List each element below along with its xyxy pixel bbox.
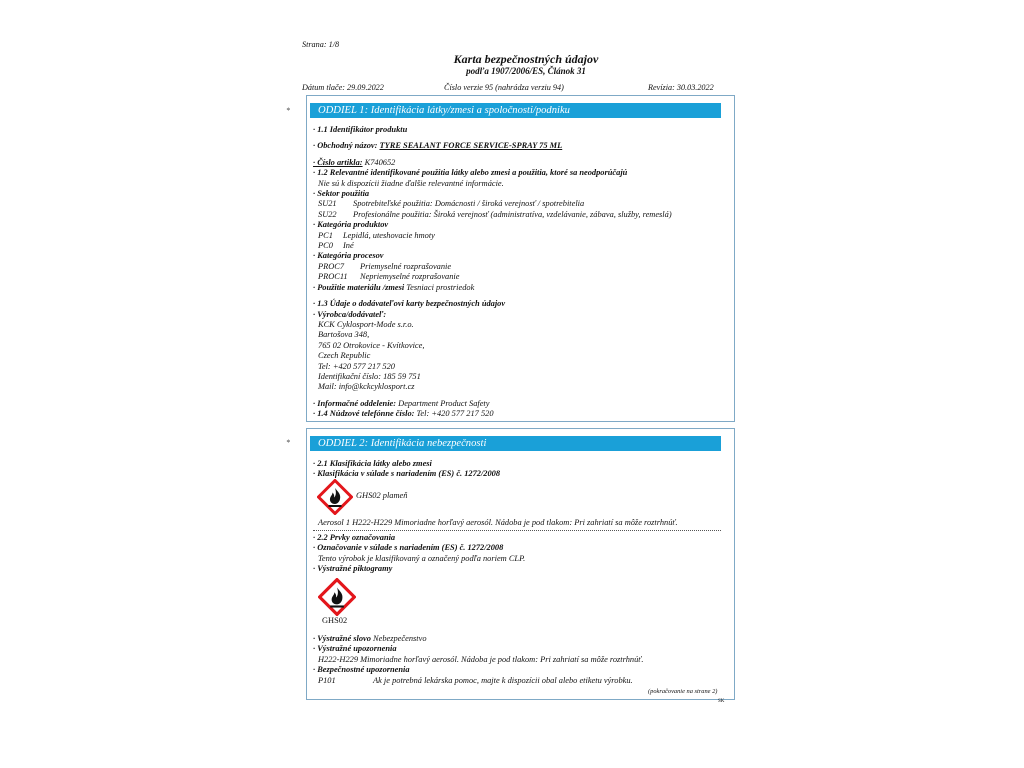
section-1-2-heading: · 1.2 Relevantné identifikované použitia látky alebo zmesi a použitia, ktoré sa neodporúčajú — [313, 168, 628, 178]
signal-word-value: Nebezpečenstvo — [373, 634, 427, 643]
section-2-2-heading: · 2.2 Prvky označovania — [313, 533, 396, 542]
ghs-label: GHS02 plameň — [356, 491, 408, 500]
section-2-content-a — [313, 459, 500, 480]
emergency-phone-value: Tel: +420 577 217 520 — [416, 409, 494, 419]
usage-label: · Použitie materiálu /zmesi — [313, 282, 405, 292]
version-number: Číslo verzie 95 (nahrádza verziu 94) — [444, 83, 564, 92]
revision-date: Revízia: 30.03.2022 — [648, 83, 714, 92]
ghs02-pictogram-large — [318, 578, 356, 616]
classification-label: · Klasifikácia v súlade s nariadením (ES) č. 1272/2008 — [313, 469, 501, 479]
change-marker: * — [286, 106, 290, 115]
pictograms-label: · Výstražné piktogramy — [313, 564, 393, 574]
labelling-regulation-text: Tento výrobok je klasifikovaný a označený podľa noriem CLP. — [318, 553, 526, 563]
article-number-label: · Číslo artikla: — [313, 157, 363, 167]
supplier-line: Identifikační číslo: 185 59 751 — [318, 371, 421, 381]
supplier-label: · Výrobca/dodávateľ: — [313, 309, 387, 319]
section-2-content-c — [313, 533, 525, 575]
product-pc1: PC1 Lepidlá, uteshovacie hmoty — [318, 230, 435, 240]
precaution-p101: P101 Ak je potrebná lekárska pomoc, majte k dispozícii obal alebo etiketu výrobku. — [318, 675, 633, 685]
hazard-statements-label: · Výstražné upozornenia — [313, 644, 397, 654]
section-1-1-heading: · 1.1 Identifikátor produktu — [313, 125, 408, 134]
trade-name-value: TYRE SEALANT FORCE SERVICE-SPRAY 75 ML — [379, 141, 563, 151]
supplier-line: Bartošova 348, — [318, 330, 370, 340]
print-date: Dátum tlače: 29.09.2022 — [302, 83, 384, 92]
pictogram-caption: GHS02 — [322, 616, 348, 625]
info-department-value: Department Product Safety — [398, 398, 490, 408]
section-1-content — [313, 125, 672, 420]
process-proc11: PROC11 Nepriemyselné rozprašovanie — [318, 272, 460, 282]
section-2-1-heading: · 2.1 Klasifikácia látky alebo zmesi — [313, 459, 432, 468]
change-marker: * — [286, 438, 290, 447]
article-number-value: K740652 — [364, 157, 396, 167]
process-proc7: PROC7 Priemyselné rozprašovanie — [318, 261, 452, 271]
section-2-title: ODDIEL 2: Identifikácia nebezpečnosti — [310, 436, 721, 451]
signal-word-label: · Výstražné slovo — [313, 634, 371, 643]
language-code: SK — [718, 699, 725, 704]
sector-label: · Sektor použitia — [313, 189, 370, 199]
precautionary-statements-label: · Bezpečnostné upozornenia — [313, 665, 410, 675]
labelling-regulation-label: · Označovanie v súlade s nariadením (ES) č. 1272/2008 — [313, 543, 504, 553]
document-subtitle: podľa 1907/2006/ES, Článok 31 — [466, 66, 586, 76]
aerosol-classification: Aerosol 1 H222-H229 Mimoriadne horľavý aerosól. Nádoba je pod tlakom: Pri zahriatí sa môže roztrhnúť. — [318, 518, 678, 527]
trade-name-label: · Obchodný názov: — [313, 141, 378, 151]
section-1-3-heading: · 1.3 Údaje o dodávateľovi karty bezpečnostných údajov — [313, 299, 506, 309]
section-1-2-text: Nie sú k dispozícii žiadne ďalšie relevantné informácie. — [318, 178, 504, 188]
usage-value: Tesniaci prostriedok — [406, 282, 475, 292]
section-1-title: ODDIEL 1: Identifikácia látky/zmesi a spoločnosti/podniku — [310, 103, 721, 118]
separator — [313, 530, 721, 531]
hazard-statement-text: H222-H229 Mimoriadne horľavý aerosól. Nádoba je pod tlakom: Pri zahriatí sa môže roztrhnúť. — [318, 654, 644, 664]
sector-su22: SU22 Profesionálne použitia: Široká verejnosť (administratíva, vzdelávanie, zábava, služby, remeslá) — [318, 209, 672, 219]
ghs02-pictogram — [317, 479, 353, 515]
product-category-label: · Kategória produktov — [313, 220, 389, 230]
document-title: Karta bezpečnostných údajov — [453, 52, 599, 66]
section-2-content-d — [313, 634, 643, 686]
flame-icon — [318, 578, 356, 616]
supplier-line: 765 02 Otrokovice - Kvítkovice, — [318, 340, 425, 350]
supplier-line: Tel: +420 577 217 520 — [318, 361, 395, 371]
info-department-label: · Informačné oddelenie: — [313, 398, 397, 408]
supplier-line: Czech Republic — [318, 351, 371, 361]
emergency-phone-label: · 1.4 Núdzové telefónne číslo: — [313, 409, 415, 419]
page-number: Strana: 1/8 — [302, 40, 340, 49]
section-2-content-b — [313, 518, 678, 528]
process-category-label: · Kategória procesov — [313, 251, 384, 261]
supplier-line: KCK Cyklosport-Mode s.r.o. — [318, 319, 414, 329]
flame-icon — [317, 479, 353, 515]
continued-note: (pokračovanie na strane 2) — [648, 688, 718, 695]
supplier-email: Mail: info@kckcyklosport.cz — [318, 382, 415, 392]
sector-su21: SU21 Spotrebiteľské použitia: Domácnosti / široká verejnosť / spotrebitelia — [318, 199, 585, 209]
product-pc0: PC0 Iné — [318, 241, 354, 251]
